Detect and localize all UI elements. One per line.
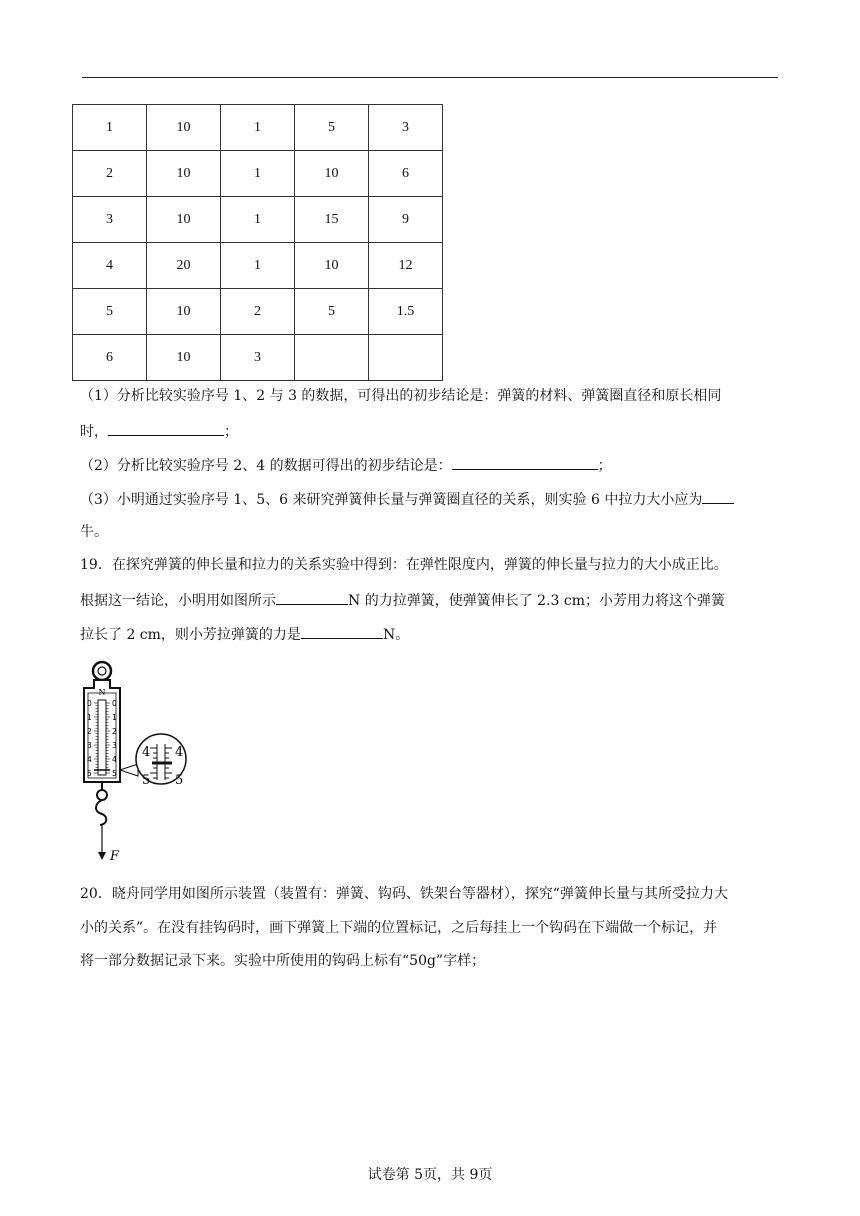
experiment-table xyxy=(72,104,443,381)
zoom-label-right-4: 4 xyxy=(175,745,184,760)
p20-line1: 20．晓舟同学用如图所示装置（装置有：弹簧、钩码、铁架台等器材），探究“弹簧伸长量与其所受拉力大 xyxy=(80,886,728,902)
q1-suffix: ； xyxy=(224,424,238,440)
scale-number-left: 1 xyxy=(87,713,92,722)
table-cell: 10 xyxy=(147,151,221,197)
q1-answer-blank[interactable] xyxy=(108,421,224,436)
table-cell: 1 xyxy=(221,197,295,243)
spring-scale-figure xyxy=(80,660,210,870)
table-cell: 10 xyxy=(147,105,221,151)
table-row xyxy=(73,335,443,381)
table-cell: 5 xyxy=(73,289,147,335)
p19-line2 xyxy=(80,590,725,611)
p19-line2-prefix: 根据这一结论，小明用如图所示 xyxy=(80,593,276,609)
table-cell: 5 xyxy=(295,105,369,151)
table-cell xyxy=(295,335,369,381)
scale-number-right: 1 xyxy=(112,713,117,722)
scale-number-left: 5 xyxy=(87,769,92,778)
table-cell: 5 xyxy=(295,289,369,335)
table-cell: 6 xyxy=(369,151,443,197)
scale-number-left: 2 xyxy=(87,727,92,736)
p19-blank-1[interactable] xyxy=(276,590,348,605)
q3-line1 xyxy=(80,489,734,510)
q1-line2 xyxy=(80,421,238,442)
table-cell: 3 xyxy=(73,197,147,243)
top-ring xyxy=(93,662,111,680)
table-cell: 20 xyxy=(147,243,221,289)
scale-number-left: 3 xyxy=(87,741,92,750)
scale-number-right: 3 xyxy=(112,741,117,750)
callout-arrow xyxy=(120,764,138,776)
q2-prefix: （2）分析比较实验序号 2、4 的数据可得出的初步结论是： xyxy=(80,458,452,474)
table-cell: 1.5 xyxy=(369,289,443,335)
q3-prefix: （3）小明通过实验序号 1、5、6 来研究弹簧伸长量与弹簧圈直径的关系，则实验 6 中拉力大小应为 xyxy=(80,492,703,508)
table-cell: 1 xyxy=(221,243,295,289)
table-cell: 1 xyxy=(221,105,295,151)
p20-line3: 将一部分数据记录下来。实验中所使用的钩码上标有“50g”字样； xyxy=(80,953,486,969)
top-ring-inner xyxy=(98,667,106,675)
page-footer: 试卷第 5页，共 9页 xyxy=(367,1167,493,1183)
table-row xyxy=(73,105,443,151)
p19-line3 xyxy=(80,624,409,645)
scale-number-left: 0 xyxy=(87,699,92,708)
header-rule xyxy=(82,77,778,78)
table-row xyxy=(73,243,443,289)
table-cell: 10 xyxy=(147,197,221,243)
table-cell: 6 xyxy=(73,335,147,381)
zoom-label-left-5: 5 xyxy=(142,773,151,788)
p19-line3-prefix: 拉长了 2 cm，则小芳拉弹簧的力是 xyxy=(80,627,301,643)
p20-line2: 小的关系”。在没有挂钩码时，画下弹簧上下端的位置标记，之后每挂上一个钩码在下端做一个标记，并 xyxy=(80,920,718,936)
table-row xyxy=(73,151,443,197)
table-cell: 12 xyxy=(369,243,443,289)
p19-line3-suffix: N。 xyxy=(382,627,410,643)
p19-line2-suffix: N 的力拉弹簧，使弹簧伸长了 2.3 cm；小芳用力将这个弹簧 xyxy=(348,593,725,609)
table-cell: 3 xyxy=(369,105,443,151)
scale-number-right: 0 xyxy=(112,699,117,708)
q1-prefix: 时， xyxy=(80,424,108,440)
zoom-label-left-4: 4 xyxy=(142,745,151,760)
force-arrow-head xyxy=(98,852,106,860)
q1-line1: （1）分析比较实验序号 1、2 与 3 的数据，可得出的初步结论是：弹簧的材料、弹簧圈直径和原长相同 xyxy=(80,388,722,404)
q2-answer-blank[interactable] xyxy=(452,455,598,470)
table-cell: 2 xyxy=(73,151,147,197)
table-cell: 2 xyxy=(221,289,295,335)
table-cell: 4 xyxy=(73,243,147,289)
table-cell: 9 xyxy=(369,197,443,243)
q3-answer-blank[interactable] xyxy=(702,489,734,504)
hook-ring xyxy=(97,790,107,800)
table-cell: 1 xyxy=(221,151,295,197)
table-cell: 10 xyxy=(147,335,221,381)
scale-number-right: 2 xyxy=(112,727,117,736)
table-cell: 3 xyxy=(221,335,295,381)
table-cell xyxy=(369,335,443,381)
table-row xyxy=(73,289,443,335)
table-cell: 1 xyxy=(73,105,147,151)
zoom-label-right-5: 5 xyxy=(175,773,184,788)
scale-number-left: 4 xyxy=(87,755,92,764)
hook xyxy=(96,800,106,825)
table-cell: 15 xyxy=(295,197,369,243)
scale-number-right: 5 xyxy=(112,769,117,778)
table-cell: 10 xyxy=(295,243,369,289)
p19-line1: 19．在探究弹簧的伸长量和拉力的关系实验中得到：在弹性限度内，弹簧的伸长量与拉力的大小成正比。 xyxy=(80,557,728,573)
scale-number-right: 4 xyxy=(112,755,117,764)
table-cell: 10 xyxy=(147,289,221,335)
p19-blank-2[interactable] xyxy=(301,624,383,639)
spring-scale-svg xyxy=(80,660,210,870)
table-cell: 10 xyxy=(295,151,369,197)
table-row xyxy=(73,197,443,243)
q3-line2: 牛。 xyxy=(80,524,108,540)
q2-line xyxy=(80,455,612,476)
unit-label: N xyxy=(98,688,106,697)
q2-suffix: ； xyxy=(597,458,612,474)
force-label: F xyxy=(110,849,120,864)
